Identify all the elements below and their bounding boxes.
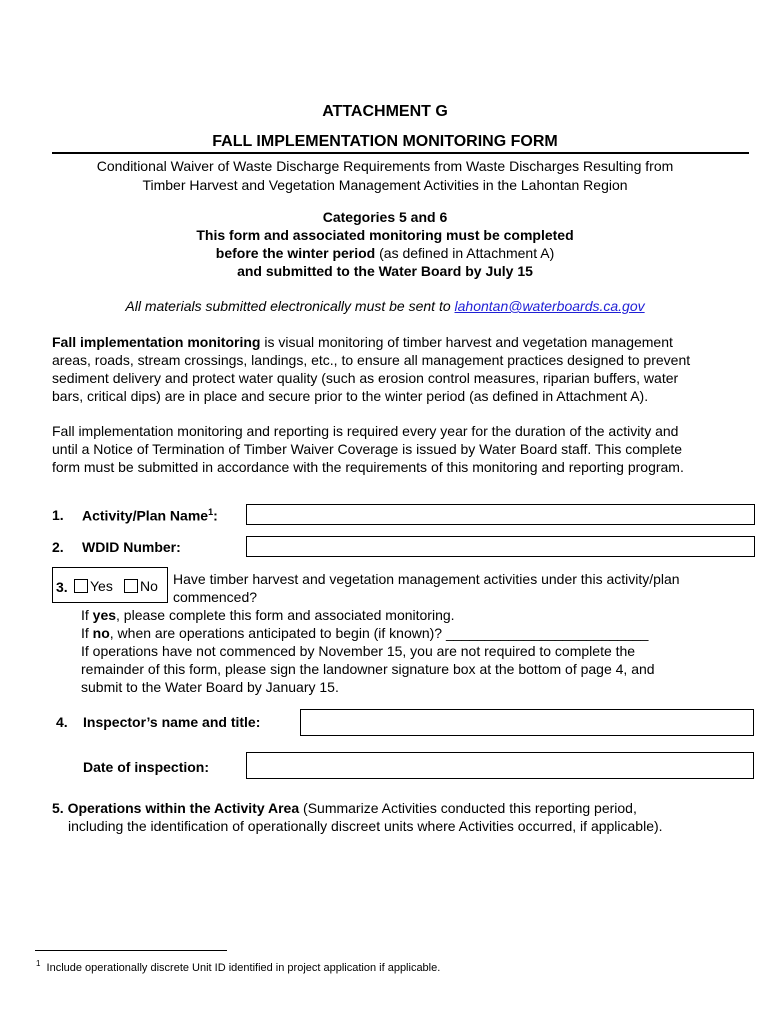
yes-label: Yes [90,578,113,594]
q3-instructions [81,606,761,696]
q3-note-line3: submit to the Water Board by January 15. [81,679,339,695]
if-yes-bold: yes [92,607,117,623]
q1-number: 1. [52,507,64,523]
q1-footnote-ref: 1 [208,507,214,517]
q1-label [82,507,218,524]
q3-yes-option[interactable] [74,578,113,594]
electronic-text: All materials submitted electronically must be sent to [125,298,455,314]
q3-question [173,570,680,606]
q4-number: 4. [56,714,68,730]
inspection-date-label: Date of inspection: [83,759,210,775]
q5-heading: 5. Operations within the Activity Area [52,800,300,816]
q3-note-line2: remainder of this form, please sign the landowner signature box at the bottom of page 4, and [81,661,655,677]
intro-p2-line2: until a Notice of Termination of Timber Waiver Coverage is issued by Water Board staff. This complete [52,441,683,457]
if-no-bold: no [92,625,110,641]
form-title: FALL IMPLEMENTATION MONITORING FORM [212,133,558,150]
inspection-date-field[interactable] [246,752,754,779]
q2-label: WDID Number: [82,539,181,555]
footnote-rule [35,950,227,951]
if-no-rest: , when are operations anticipated to begin (if known)? [109,625,446,641]
intro-p1-line4: bars, critical dips) are in place and secure prior to the winter period (as defined in Attachment A). [52,388,649,404]
intro-paragraph-1 [52,333,752,405]
q3-question-line2: commenced? [173,589,258,605]
footnote-mark: 1 [36,959,41,968]
q3-no-option[interactable] [124,578,158,594]
yes-checkbox[interactable] [74,579,88,593]
intro-bold: Fall implementation monitoring [52,334,261,350]
winter-period-bold: before the winter period [215,245,376,261]
q3-note-line1: If operations have not commenced by November 15, you are not required to complete the [81,643,636,659]
q3-question-line1: Have timber harvest and vegetation management activities under this activity/plan [173,571,680,587]
q5-block [52,799,752,835]
subtitle-line-2: Timber Harvest and Vegetation Management Activities in the Lahontan Region [142,177,628,193]
intro-p1-line1: is visual monitoring of timber harvest and vegetation management [260,334,673,350]
intro-paragraph-2 [52,422,752,476]
if-yes-pre: If [81,607,93,623]
q3-number: 3. [56,579,68,595]
q1-colon: : [213,507,218,524]
q1-label-text: Activity/Plan Name [82,507,209,524]
subtitle-line-1: Conditional Waiver of Waste Discharge Requirements from Waste Discharges Resulting from [96,158,674,174]
winter-period-rest: (as defined in Attachment A) [375,245,555,261]
intro-p1-line2: areas, roads, stream crossings, landings, etc., to ensure all management practices designed to prevent [52,352,691,368]
if-yes-rest: , please complete this form and associated monitoring. [116,607,455,623]
intro-p2-line3: form must be submitted in accordance with the requirements of this monitoring and reporting program. [52,459,684,475]
electronic-submission-note [0,298,770,314]
footnote-text: Include operationally discrete Unit ID identified in project application if applicable. [46,961,441,974]
if-no-pre: If [81,625,93,641]
email-link[interactable]: lahontan@waterboards.ca.gov [454,298,645,314]
categories-line-3 [0,245,770,261]
wdid-number-field[interactable] [246,536,755,557]
inspector-name-field[interactable] [300,709,754,736]
q4-label: Inspector’s name and title: [83,714,261,730]
no-label: No [140,578,158,594]
attachment-label: ATTACHMENT G [322,103,448,120]
activity-plan-name-field[interactable] [246,504,755,525]
q5-line2: including the identification of operationally discreet units where Activities occurred, if applicable). [68,818,663,834]
title-rule [52,152,749,154]
intro-p2-line1: Fall implementation monitoring and reporting is required every year for the duration of the activity and [52,423,679,439]
q5-line1-rest: (Summarize Activities conducted this reporting period, [299,800,637,816]
no-checkbox[interactable] [124,579,138,593]
categories-line-4: and submitted to the Water Board by July 15 [237,263,533,279]
start-date-blank[interactable]: __________________________ [446,625,649,641]
footnote [36,959,440,974]
categories-heading: Categories 5 and 6 [322,209,448,225]
intro-p1-line3: sediment delivery and protect water quality (such as erosion control measures, riparian buffers, water [52,370,679,386]
categories-line-2: This form and associated monitoring must be completed [196,227,574,243]
q2-number: 2. [52,539,64,555]
